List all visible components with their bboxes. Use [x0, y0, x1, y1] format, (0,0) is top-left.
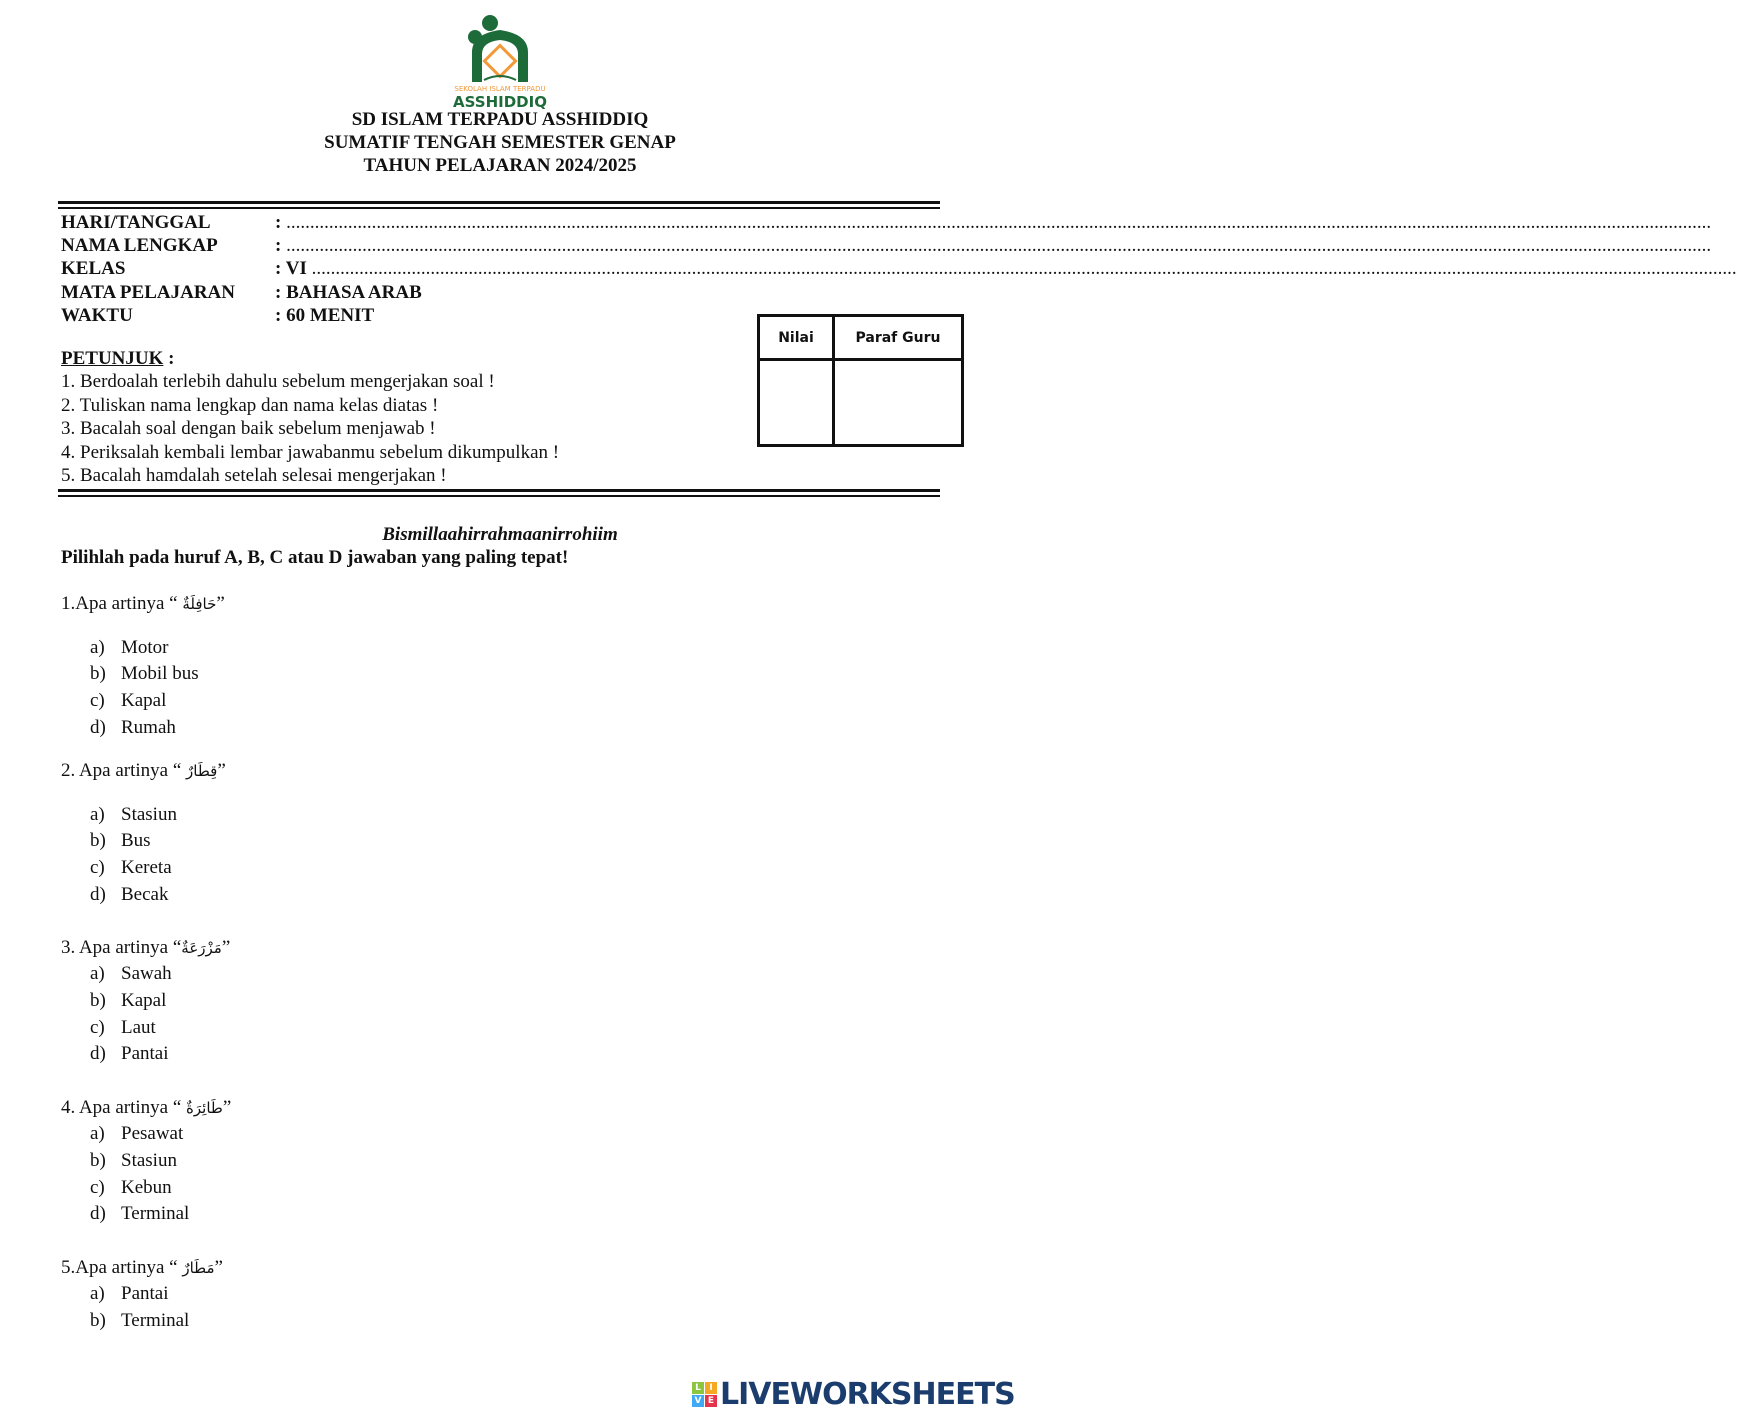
question-suffix: ” [214, 1257, 223, 1278]
divider [58, 495, 940, 497]
question-suffix: ” [217, 760, 226, 781]
option-letter: b) [90, 830, 106, 851]
answer-option[interactable] [90, 1150, 177, 1172]
answer-option[interactable] [90, 884, 169, 906]
answer-option[interactable] [90, 1123, 184, 1145]
option-letter: a) [90, 1123, 105, 1144]
logo-caption: SEKOLAH ISLAM TERPADU [454, 85, 546, 93]
info-value-text: : [275, 212, 287, 233]
instruction-item: 3. Bacalah soal dengan baik sebelum menjawab ! [61, 418, 436, 439]
divider [58, 489, 940, 492]
info-label: HARI/TANGGAL [61, 212, 211, 233]
answer-option[interactable] [90, 690, 167, 712]
info-value-text: : VI [275, 258, 312, 279]
option-letter: a) [90, 637, 105, 658]
answer-dots[interactable]: ............................................................................................................................................................................................................................................................................................................ [286, 235, 1712, 256]
question-prefix: 4. Apa artinya “ [61, 1097, 187, 1118]
info-label: NAMA LENGKAP [61, 235, 218, 256]
info-value-text: : [275, 235, 287, 256]
tile-e: E [705, 1395, 717, 1407]
option-text: Stasiun [121, 1150, 177, 1171]
answer-option[interactable] [90, 857, 172, 879]
option-text: Terminal [121, 1203, 190, 1224]
option-text: Laut [121, 1017, 156, 1038]
arabic-word: مَطَارٌ [182, 1259, 215, 1277]
tile-i: I [705, 1382, 717, 1394]
arabic-word: قِطَارٌ [186, 762, 218, 780]
option-text: Bus [121, 830, 151, 851]
info-value[interactable] [275, 212, 1712, 234]
info-label: WAKTU [61, 305, 133, 326]
question-prefix: 1.Apa artinya “ [61, 593, 183, 614]
option-letter: c) [90, 690, 105, 711]
info-value[interactable] [275, 258, 1737, 280]
option-letter: b) [90, 990, 106, 1011]
answer-option[interactable] [90, 830, 151, 852]
signature-header: Paraf Guru [834, 316, 963, 360]
answer-option[interactable] [90, 717, 176, 739]
answer-option[interactable] [90, 1177, 172, 1199]
option-letter: a) [90, 1283, 105, 1304]
signature-cell[interactable] [834, 360, 963, 446]
arabic-word: حَافِلَةٌ [182, 595, 217, 613]
option-letter: a) [90, 963, 105, 984]
exam-title: SUMATIF TENGAH SEMESTER GENAP [324, 132, 676, 153]
arabic-word: طَائِرَةٌ [186, 1099, 223, 1117]
question-1 [61, 593, 225, 615]
info-label: MATA PELAJARAN [61, 282, 235, 303]
score-table [757, 314, 964, 447]
option-letter: b) [90, 663, 106, 684]
score-cell[interactable] [759, 360, 834, 446]
answer-option[interactable] [90, 963, 172, 985]
option-letter: d) [90, 1203, 106, 1224]
academic-year: TAHUN PELAJARAN 2024/2025 [363, 155, 637, 176]
question-suffix: ” [216, 593, 225, 614]
question-prefix: 2. Apa artinya “ [61, 760, 187, 781]
answer-dots[interactable]: ............................................................................................................................................................................................................................................................................................................ [311, 258, 1737, 279]
question-suffix: ” [222, 1097, 232, 1118]
info-value [275, 305, 374, 327]
liveworksheets-watermark [692, 1377, 1015, 1412]
option-text: Stasiun [121, 804, 177, 825]
school-logo [448, 12, 552, 111]
question-5 [61, 1257, 223, 1279]
option-letter: c) [90, 857, 105, 878]
option-text: Pantai [121, 1043, 169, 1064]
option-text: Mobil bus [121, 663, 199, 684]
school-name: SD ISLAM TERPADU ASSHIDDIQ [351, 109, 649, 130]
info-label: KELAS [61, 258, 126, 279]
info-value-text: : 60 MENIT [275, 305, 375, 326]
answer-option[interactable] [90, 1310, 190, 1332]
option-text: Becak [121, 884, 169, 905]
option-text: Kapal [121, 990, 167, 1011]
bismillah: Bismillaahirrahmaanirrohiim [382, 524, 618, 545]
watermark-text: LIVEWORKSHEETS [720, 1377, 1015, 1412]
option-text: Pantai [121, 1283, 169, 1304]
question-4 [61, 1097, 231, 1119]
option-letter: d) [90, 717, 106, 738]
tile-v: V [692, 1395, 704, 1407]
answer-option[interactable] [90, 1017, 156, 1039]
question-2 [61, 760, 226, 782]
divider [58, 201, 940, 204]
logo-name: ASSHIDDIQ [453, 93, 547, 111]
instruction-item: 4. Periksalah kembali lembar jawabanmu sebelum dikumpulkan ! [61, 441, 560, 463]
divider [58, 207, 940, 209]
question-prefix: 3. Apa artinya “ [61, 937, 182, 958]
option-letter: b) [90, 1310, 106, 1331]
answer-option[interactable] [90, 1043, 169, 1065]
score-header: Nilai [759, 316, 834, 360]
instruction-item: 2. Tuliskan nama lengkap dan nama kelas diatas ! [61, 394, 439, 416]
option-text: Rumah [121, 717, 176, 738]
answer-option[interactable] [90, 804, 177, 826]
question-prefix: 5.Apa artinya “ [61, 1257, 183, 1278]
option-letter: c) [90, 1177, 105, 1198]
option-text: Pesawat [121, 1123, 184, 1144]
instruction-item: 1. Berdoalah terlebih dahulu sebelum mengerjakan soal ! [61, 371, 495, 392]
directive: Pilihlah pada huruf A, B, C atau D jawaban yang paling tepat! [61, 547, 569, 568]
info-value-text: : BAHASA ARAB [275, 282, 422, 303]
option-letter: c) [90, 1017, 105, 1038]
option-letter: d) [90, 1043, 106, 1064]
option-text: Kapal [121, 690, 167, 711]
arabic-word: مَزْرَعَةٌ [181, 939, 222, 957]
question-3 [61, 937, 230, 959]
info-value[interactable] [275, 235, 1712, 257]
option-text: Kereta [121, 857, 172, 878]
option-letter: b) [90, 1150, 106, 1171]
instructions-title: PETUNJUK : [61, 348, 175, 369]
option-text: Sawah [121, 963, 172, 984]
option-text: Motor [121, 637, 169, 658]
instruction-item: 5. Bacalah hamdalah setelah selesai mengerjakan ! [61, 465, 447, 486]
option-letter: d) [90, 884, 106, 905]
option-text: Terminal [121, 1310, 190, 1331]
option-letter: a) [90, 804, 105, 825]
option-text: Kebun [121, 1177, 172, 1198]
answer-dots[interactable]: ............................................................................................................................................................................................................................................................................................................ [286, 212, 1712, 233]
answer-option[interactable] [90, 990, 167, 1012]
tile-l: L [692, 1382, 704, 1394]
info-value [275, 282, 422, 304]
answer-option[interactable] [90, 1283, 169, 1305]
answer-option[interactable] [90, 637, 169, 659]
answer-option[interactable] [90, 663, 199, 685]
answer-option[interactable] [90, 1203, 190, 1225]
question-suffix: ” [221, 937, 231, 958]
